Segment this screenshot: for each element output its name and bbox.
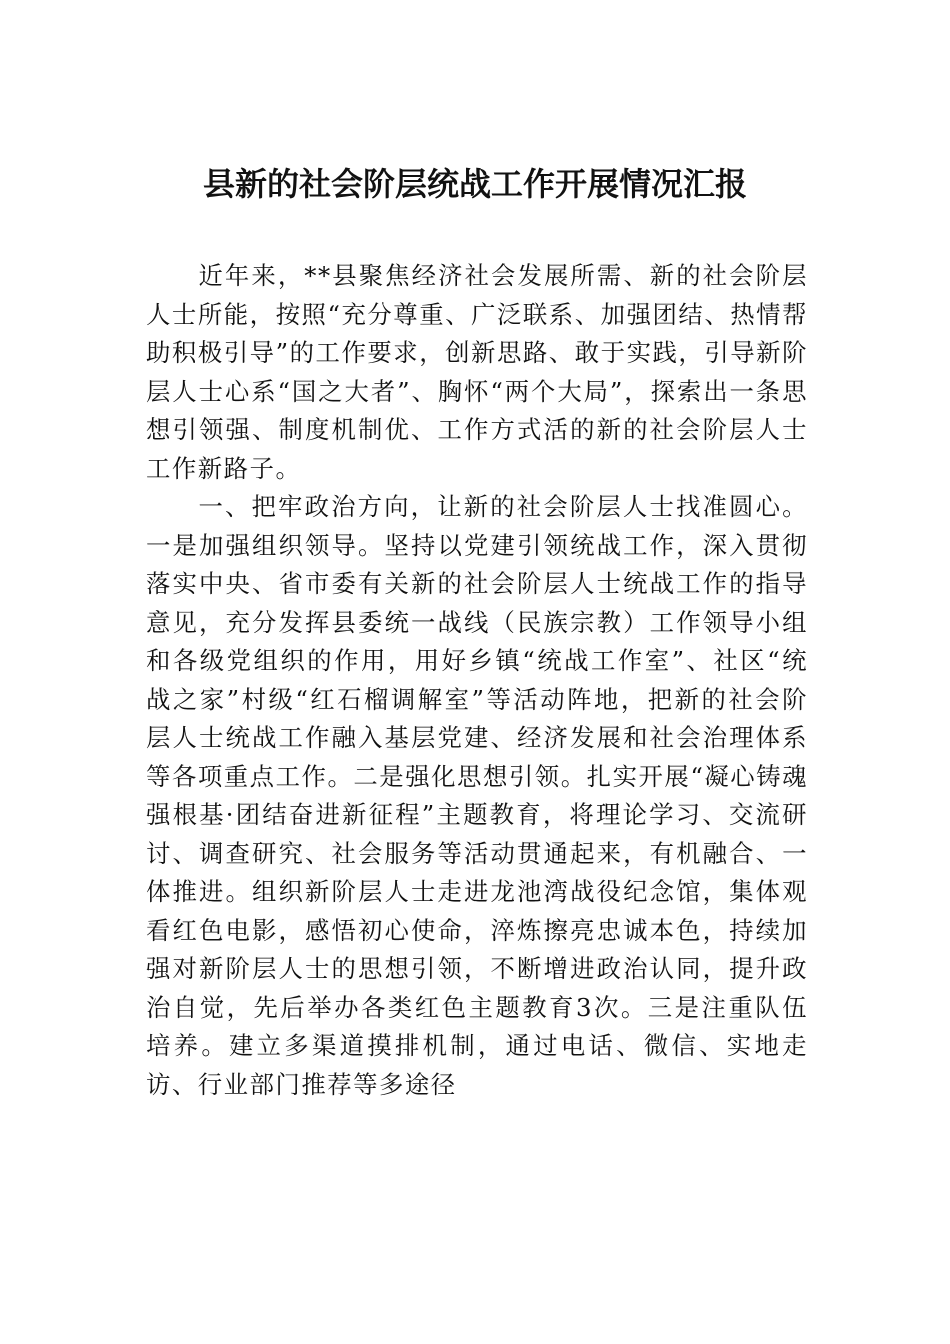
document-title: 县新的社会阶层统战工作开展情况汇报 <box>202 165 747 203</box>
document-body <box>146 257 808 1104</box>
paragraph-section-one: 一、把牢政治方向，让新的社会阶层人士找准圆心。一是加强组织领导。坚持以党建引领统战工作，深入贯彻落实中央、省市委有关新的社会阶层人士统战工作的指导意见，充分发挥县委统一战线（民族宗教）工作领导小组和各级党组织的作用，用好乡镇“统战工作室”、社区“统战之家”村级“红石榴调解室”等活动阵地，把新的社会阶层人士统战工作融入基层党建、经济发展和社会治理体系等各项重点工作。二是强化思想引领。扎实开展“凝心铸魂强根基·团结奋进新征程”主题教育，将理论学习、交流研讨、调查研究、社会服务等活动贯通起来，有机融合、一体推进。组织新阶层人士走进龙池湾战役纪念馆，集体观看红色电影，感悟初心使命，淬炼擦亮忠诚本色，持续加强对新阶层人士的思想引领，不断增进政治认同，提升政治自觉，先后举办各类红色主题教育3次。三是注重队伍培养。建立多渠道摸排机制，通过电话、微信、实地走访、行业部门推荐等多途径 <box>146 492 808 1099</box>
paragraph-intro: 近年来，**县聚焦经济社会发展所需、新的社会阶层人士所能，按照“充分尊重、广泛联系、加强团结、热情帮助积极引导”的工作要求，创新思路、敢于实践，引导新阶层人士心系“国之大者”、胸怀“两个大局”，探索出一条思想引领强、制度机制优、工作方式活的新的社会阶层人士工作新路子。 <box>146 261 808 483</box>
